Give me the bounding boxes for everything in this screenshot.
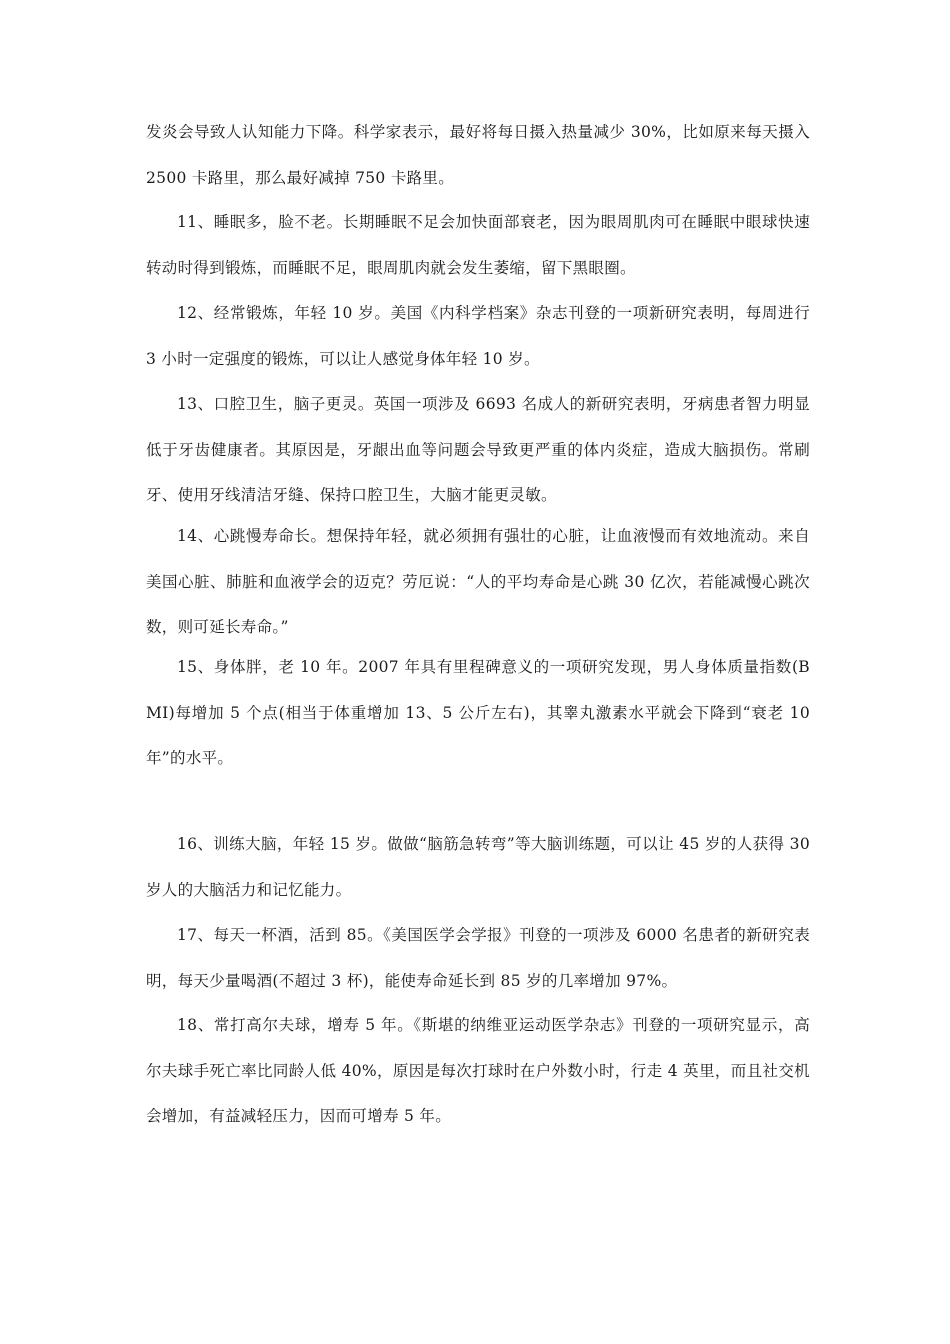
paragraph-item-17: 17、每天一杯酒，活到 85。《美国医学会学报》刊登的一项涉及 6000 名患者的新研究表明，每天少量喝酒(不超过 3 杯)，能使寿命延长到 85 岁的几率增加 97%。 — [146, 926, 810, 990]
paragraph-item-14: 14、心跳慢寿命长。想保持年轻，就必须拥有强壮的心脏，让血液慢而有效地流动。来自美国心脏、肺脏和血液学会的迈克？劳厄说：“人的平均寿命是心跳 30 亿次，若能减慢心跳次数，则可延长寿命。” — [146, 527, 810, 636]
paragraph-item-13: 13、口腔卫生，脑子更灵。英国一项涉及 6693 名成人的新研究表明，牙病患者智力明显低于牙齿健康者。其原因是，牙龈出血等问题会导致更严重的体内炎症，造成大脑损伤。常刷牙、使用牙线清洁牙缝、保持口腔卫生，大脑才能更灵敏。 — [146, 395, 810, 504]
paragraph-item-15: 15、身体胖，老 10 年。2007 年具有里程碑意义的一项研究发现，男人身体质量指数(BMI)每增加 5 个点(相当于体重增加 13、5 公斤左右)，其睾丸激素水平就会下降到“衰老 10 年”的水平。 — [146, 658, 810, 767]
paragraph-item-16: 16、训练大脑，年轻 15 岁。做做“脑筋急转弯”等大脑训练题，可以让 45 岁的人获得 30 岁人的大脑活力和记忆能力。 — [146, 835, 810, 899]
paragraph-item-18: 18、常打高尔夫球，增寿 5 年。《斯堪的纳维亚运动医学杂志》刊登的一项研究显示，高尔夫球手死亡率比同龄人低 40%，原因是每次打球时在户外数小时，行走 4 英里，而且社交机会增加，有益减轻压力，因而可增寿 5 年。 — [146, 1016, 810, 1125]
paragraph-item-11: 11、睡眠多，脸不老。长期睡眠不足会加快面部衰老，因为眼周肌肉可在睡眠中眼球快速转动时得到锻炼，而睡眠不足，眼周肌肉就会发生萎缩，留下黑眼圈。 — [146, 213, 810, 277]
paragraph-item-12: 12、经常锻炼，年轻 10 岁。美国《内科学档案》杂志刊登的一项新研究表明，每周进行 3 小时一定强度的锻炼，可以让人感觉身体年轻 10 岁。 — [146, 304, 810, 368]
paragraph-continuation: 发炎会导致人认知能力下降。科学家表示，最好将每日摄入热量减少 30%，比如原来每天摄入 2500 卡路里，那么最好减掉 750 卡路里。 — [146, 123, 810, 187]
